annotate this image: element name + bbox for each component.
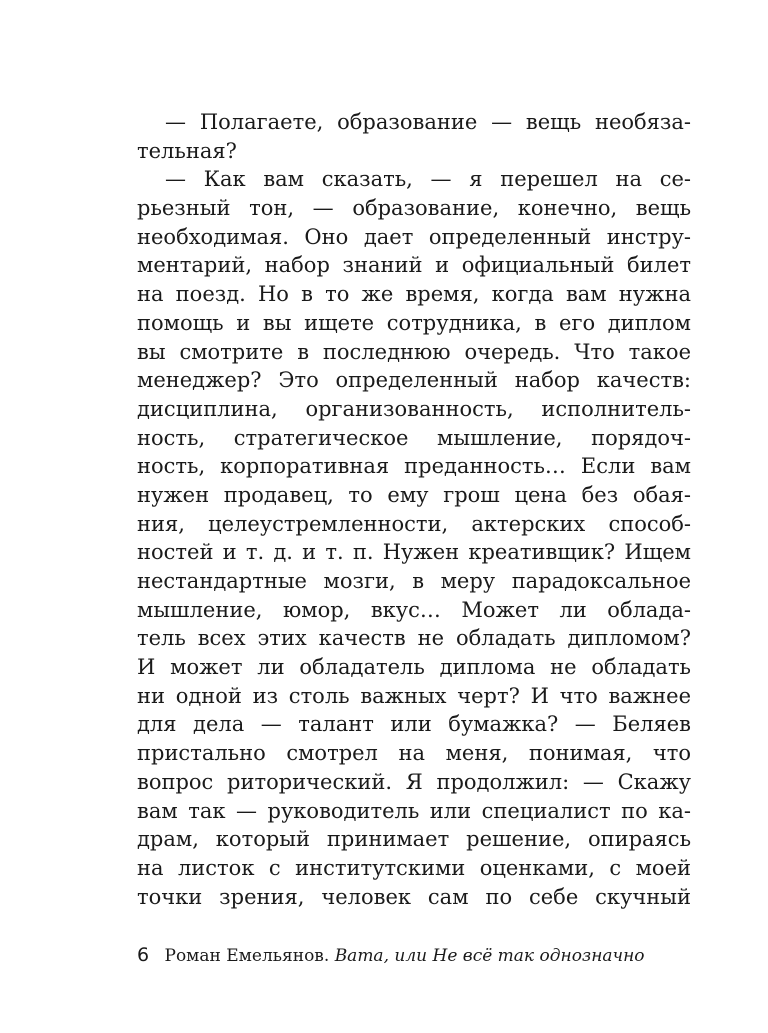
footer-book-title: Вата, или Не всё так однозначно <box>334 946 645 966</box>
text-line: ностей и т. д. и т. п. Нужен креативщик? Ищем <box>137 540 691 565</box>
text-line: — Полагаете, образование — вещь необяза- <box>165 110 691 134</box>
page-number: 6 <box>137 944 150 966</box>
text-line: вопрос риторический. Я продолжил: — Скажу <box>137 769 691 794</box>
text-line: на поезд. Но в то же время, когда вам нужна <box>137 282 691 307</box>
text-line: ность, корпоративная преданность… Если вам <box>137 454 691 479</box>
text-line: тель всех этих качеств не обладать дипломом? <box>137 626 691 651</box>
text-line: ни одной из столь важных черт? И что важнее <box>137 683 691 708</box>
text-line: на листок с институтскими оценками, с моей <box>137 855 691 880</box>
page-body-text <box>137 108 691 911</box>
text-line: мышление, юмор, вкус… Может ли облада- <box>137 597 691 622</box>
text-line: вам так — руководитель или специалист по ка- <box>137 798 691 823</box>
text-line: рьезный тон, — образование, конечно, вещь <box>137 196 691 221</box>
text-line: для дела — талант или бумажка? — Беляев <box>137 712 691 737</box>
text-line: — Как вам сказать, — я перешел на се- <box>165 167 691 192</box>
text-line: вы смотрите в последнюю очередь. Что такое <box>137 339 691 364</box>
text-line: нужен продавец, то ему грош цена без обая- <box>137 482 691 507</box>
text-line: ния, целеустремленности, актерских способ- <box>137 511 691 536</box>
text-line: И может ли обладатель диплома не обладать <box>137 655 691 680</box>
text-line: дисциплина, организованность, исполнитель- <box>137 396 691 421</box>
text-line: ментарий, набор знаний и официальный билет <box>137 253 691 278</box>
text-line: нестандартные мозги, в меру парадоксальное <box>137 569 691 593</box>
text-line: тельная? <box>137 138 237 163</box>
page-footer <box>137 942 645 969</box>
text-line: пристально смотрел на меня, понимая, что <box>137 741 691 766</box>
text-line: необходимая. Оно дает определенный инстру- <box>137 224 691 249</box>
text-line: менеджер? Это определенный набор качеств: <box>137 368 691 393</box>
text-line: ность, стратегическое мышление, порядоч- <box>137 425 691 450</box>
text-line: драм, который принимает решение, опираясь <box>137 827 691 852</box>
text-line: помощь и вы ищете сотрудника, в его диплом <box>137 310 691 335</box>
text-line: точки зрения, человек сам по себе скучный <box>137 884 691 909</box>
footer-author: Роман Емельянов. <box>164 946 330 966</box>
